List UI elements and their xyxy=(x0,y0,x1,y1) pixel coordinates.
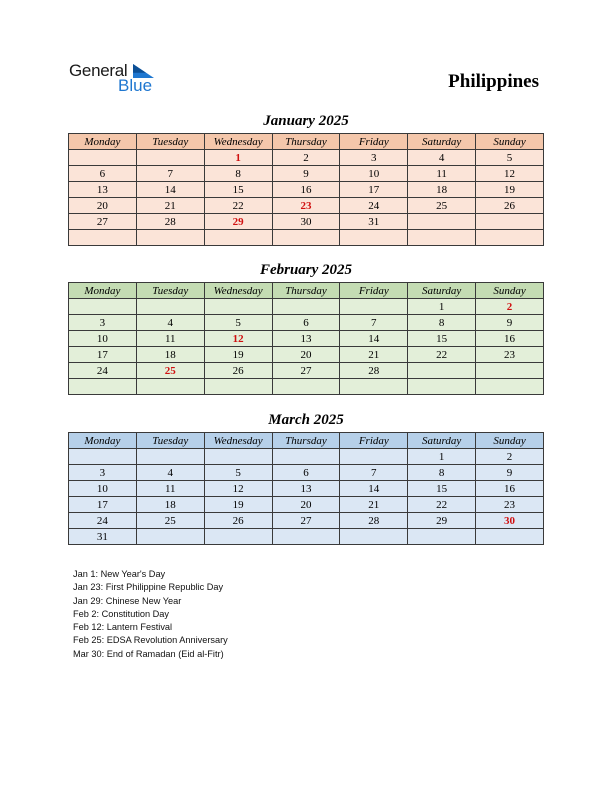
weekday-header: Thursday xyxy=(272,134,340,150)
weekday-header-row xyxy=(69,433,544,449)
weekday-header: Sunday xyxy=(476,433,544,449)
weekday-header: Thursday xyxy=(272,433,340,449)
empty-day-cell xyxy=(340,379,408,395)
day-cell: 16 xyxy=(272,182,340,198)
day-cell: 25 xyxy=(408,198,476,214)
day-cell: 10 xyxy=(69,481,137,497)
day-cell: 26 xyxy=(204,363,272,379)
empty-day-cell xyxy=(476,529,544,545)
empty-day-cell xyxy=(476,230,544,246)
weekday-header: Wednesday xyxy=(204,433,272,449)
weekday-header: Monday xyxy=(69,433,137,449)
day-cell: 4 xyxy=(136,465,204,481)
week-row xyxy=(69,315,544,331)
day-cell: 18 xyxy=(136,497,204,513)
calendar-january xyxy=(68,133,544,246)
day-cell: 20 xyxy=(69,198,137,214)
day-cell: 5 xyxy=(476,150,544,166)
week-row xyxy=(69,198,544,214)
week-row xyxy=(69,513,544,529)
day-cell: 23 xyxy=(476,347,544,363)
empty-day-cell xyxy=(69,299,137,315)
weekday-header: Wednesday xyxy=(204,134,272,150)
day-cell: 3 xyxy=(340,150,408,166)
empty-day-cell xyxy=(69,379,137,395)
day-cell: 4 xyxy=(136,315,204,331)
day-cell: 17 xyxy=(340,182,408,198)
weekday-header: Sunday xyxy=(476,134,544,150)
day-cell: 2 xyxy=(272,150,340,166)
day-cell: 7 xyxy=(340,315,408,331)
empty-day-cell xyxy=(340,299,408,315)
logo-word-general: General xyxy=(69,61,128,80)
day-cell: 14 xyxy=(340,331,408,347)
day-cell: 13 xyxy=(272,481,340,497)
week-row xyxy=(69,166,544,182)
week-row xyxy=(69,529,544,545)
day-cell: 5 xyxy=(204,315,272,331)
day-cell: 31 xyxy=(340,214,408,230)
week-row xyxy=(69,379,544,395)
day-cell: 11 xyxy=(136,331,204,347)
holiday-day-cell: 30 xyxy=(476,513,544,529)
day-cell: 27 xyxy=(272,513,340,529)
week-row xyxy=(69,182,544,198)
empty-day-cell xyxy=(136,230,204,246)
holiday-note: Feb 2: Constitution Day xyxy=(73,608,170,619)
day-cell: 30 xyxy=(272,214,340,230)
weekday-header: Friday xyxy=(340,433,408,449)
empty-day-cell xyxy=(340,449,408,465)
day-cell: 13 xyxy=(272,331,340,347)
empty-day-cell xyxy=(204,230,272,246)
day-cell: 1 xyxy=(408,299,476,315)
day-cell: 21 xyxy=(340,347,408,363)
day-cell: 18 xyxy=(136,347,204,363)
day-cell: 21 xyxy=(136,198,204,214)
day-cell: 19 xyxy=(476,182,544,198)
calendar-body-january xyxy=(69,150,544,246)
holiday-note: Jan 23: First Philippine Republic Day xyxy=(73,582,224,593)
day-cell: 15 xyxy=(408,481,476,497)
week-row xyxy=(69,299,544,315)
day-cell: 16 xyxy=(476,481,544,497)
month-title-january: January 2025 xyxy=(263,113,349,129)
empty-day-cell xyxy=(69,230,137,246)
day-cell: 14 xyxy=(136,182,204,198)
day-cell: 6 xyxy=(69,166,137,182)
day-cell: 11 xyxy=(408,166,476,182)
weekday-header: Saturday xyxy=(408,283,476,299)
week-row xyxy=(69,230,544,246)
day-cell: 22 xyxy=(204,198,272,214)
holiday-note: Jan 29: Chinese New Year xyxy=(73,595,182,606)
holiday-day-cell: 2 xyxy=(476,299,544,315)
day-cell: 12 xyxy=(204,481,272,497)
logo-word-blue: Blue xyxy=(118,76,153,95)
holiday-day-cell: 25 xyxy=(136,363,204,379)
empty-day-cell xyxy=(136,299,204,315)
weekday-header: Monday xyxy=(69,283,137,299)
holiday-note: Jan 1: New Year's Day xyxy=(73,569,166,579)
day-cell: 24 xyxy=(340,198,408,214)
empty-day-cell xyxy=(408,363,476,379)
day-cell: 26 xyxy=(204,513,272,529)
empty-day-cell xyxy=(272,529,340,545)
week-row xyxy=(69,497,544,513)
week-row xyxy=(69,331,544,347)
day-cell: 25 xyxy=(136,513,204,529)
week-row xyxy=(69,363,544,379)
day-cell: 24 xyxy=(69,363,137,379)
day-cell: 8 xyxy=(204,166,272,182)
day-cell: 31 xyxy=(69,529,137,545)
empty-day-cell xyxy=(272,379,340,395)
empty-day-cell xyxy=(340,230,408,246)
day-cell: 8 xyxy=(408,465,476,481)
empty-day-cell xyxy=(408,230,476,246)
holiday-notes xyxy=(73,568,228,661)
holiday-day-cell: 1 xyxy=(204,150,272,166)
week-row xyxy=(69,347,544,363)
day-cell: 21 xyxy=(340,497,408,513)
day-cell: 20 xyxy=(272,497,340,513)
holiday-day-cell: 23 xyxy=(272,198,340,214)
day-cell: 19 xyxy=(204,497,272,513)
empty-day-cell xyxy=(408,214,476,230)
day-cell: 10 xyxy=(340,166,408,182)
day-cell: 5 xyxy=(204,465,272,481)
weekday-header-row xyxy=(69,283,544,299)
weekday-header: Friday xyxy=(340,134,408,150)
empty-day-cell xyxy=(476,379,544,395)
empty-day-cell xyxy=(408,379,476,395)
week-row xyxy=(69,465,544,481)
day-cell: 14 xyxy=(340,481,408,497)
empty-day-cell xyxy=(272,299,340,315)
day-cell: 1 xyxy=(408,449,476,465)
day-cell: 27 xyxy=(272,363,340,379)
day-cell: 3 xyxy=(69,465,137,481)
holiday-note: Mar 30: End of Ramadan (Eid al-Fitr) xyxy=(73,648,224,659)
weekday-header: Tuesday xyxy=(136,283,204,299)
day-cell: 7 xyxy=(340,465,408,481)
empty-day-cell xyxy=(69,150,137,166)
empty-day-cell xyxy=(136,449,204,465)
weekday-header: Saturday xyxy=(408,134,476,150)
weekday-header: Saturday xyxy=(408,433,476,449)
holiday-note: Feb 25: EDSA Revolution Anniversary xyxy=(73,635,228,646)
day-cell: 28 xyxy=(136,214,204,230)
empty-day-cell xyxy=(204,299,272,315)
holiday-day-cell: 12 xyxy=(204,331,272,347)
day-cell: 3 xyxy=(69,315,137,331)
day-cell: 16 xyxy=(476,331,544,347)
day-cell: 6 xyxy=(272,465,340,481)
empty-day-cell xyxy=(204,529,272,545)
empty-day-cell xyxy=(204,379,272,395)
holiday-note: Feb 12: Lantern Festival xyxy=(73,622,173,633)
empty-day-cell xyxy=(136,379,204,395)
month-title-february: February 2025 xyxy=(259,262,353,278)
empty-day-cell xyxy=(272,230,340,246)
day-cell: 15 xyxy=(408,331,476,347)
day-cell: 9 xyxy=(476,465,544,481)
weekday-header: Sunday xyxy=(476,283,544,299)
weekday-header: Friday xyxy=(340,283,408,299)
day-cell: 17 xyxy=(69,347,137,363)
month-title-march: March 2025 xyxy=(268,412,344,428)
day-cell: 24 xyxy=(69,513,137,529)
country-title: Philippines xyxy=(448,71,539,92)
day-cell: 8 xyxy=(408,315,476,331)
day-cell: 7 xyxy=(136,166,204,182)
day-cell: 29 xyxy=(408,513,476,529)
day-cell: 4 xyxy=(408,150,476,166)
week-row xyxy=(69,481,544,497)
empty-day-cell xyxy=(272,449,340,465)
day-cell: 10 xyxy=(69,331,137,347)
day-cell: 9 xyxy=(272,166,340,182)
weekday-header: Monday xyxy=(69,134,137,150)
day-cell: 27 xyxy=(69,214,137,230)
calendar-march xyxy=(68,432,544,545)
weekday-header-row xyxy=(69,134,544,150)
day-cell: 6 xyxy=(272,315,340,331)
weekday-header: Thursday xyxy=(272,283,340,299)
day-cell: 15 xyxy=(204,182,272,198)
empty-day-cell xyxy=(476,363,544,379)
calendar-body-march xyxy=(69,449,544,545)
day-cell: 28 xyxy=(340,363,408,379)
day-cell: 17 xyxy=(69,497,137,513)
day-cell: 12 xyxy=(476,166,544,182)
holiday-day-cell: 29 xyxy=(204,214,272,230)
day-cell: 26 xyxy=(476,198,544,214)
week-row xyxy=(69,150,544,166)
day-cell: 9 xyxy=(476,315,544,331)
generalblue-logo xyxy=(69,62,159,94)
day-cell: 13 xyxy=(69,182,137,198)
weekday-header: Tuesday xyxy=(136,433,204,449)
empty-day-cell xyxy=(204,449,272,465)
empty-day-cell xyxy=(136,529,204,545)
empty-day-cell xyxy=(69,449,137,465)
calendar-body-february xyxy=(69,299,544,395)
empty-day-cell xyxy=(476,214,544,230)
week-row xyxy=(69,449,544,465)
empty-day-cell xyxy=(408,529,476,545)
day-cell: 11 xyxy=(136,481,204,497)
day-cell: 22 xyxy=(408,347,476,363)
day-cell: 19 xyxy=(204,347,272,363)
day-cell: 20 xyxy=(272,347,340,363)
day-cell: 23 xyxy=(476,497,544,513)
weekday-header: Tuesday xyxy=(136,134,204,150)
day-cell: 28 xyxy=(340,513,408,529)
empty-day-cell xyxy=(136,150,204,166)
week-row xyxy=(69,214,544,230)
calendar-february xyxy=(68,282,544,395)
day-cell: 18 xyxy=(408,182,476,198)
day-cell: 22 xyxy=(408,497,476,513)
day-cell: 2 xyxy=(476,449,544,465)
weekday-header: Wednesday xyxy=(204,283,272,299)
empty-day-cell xyxy=(340,529,408,545)
